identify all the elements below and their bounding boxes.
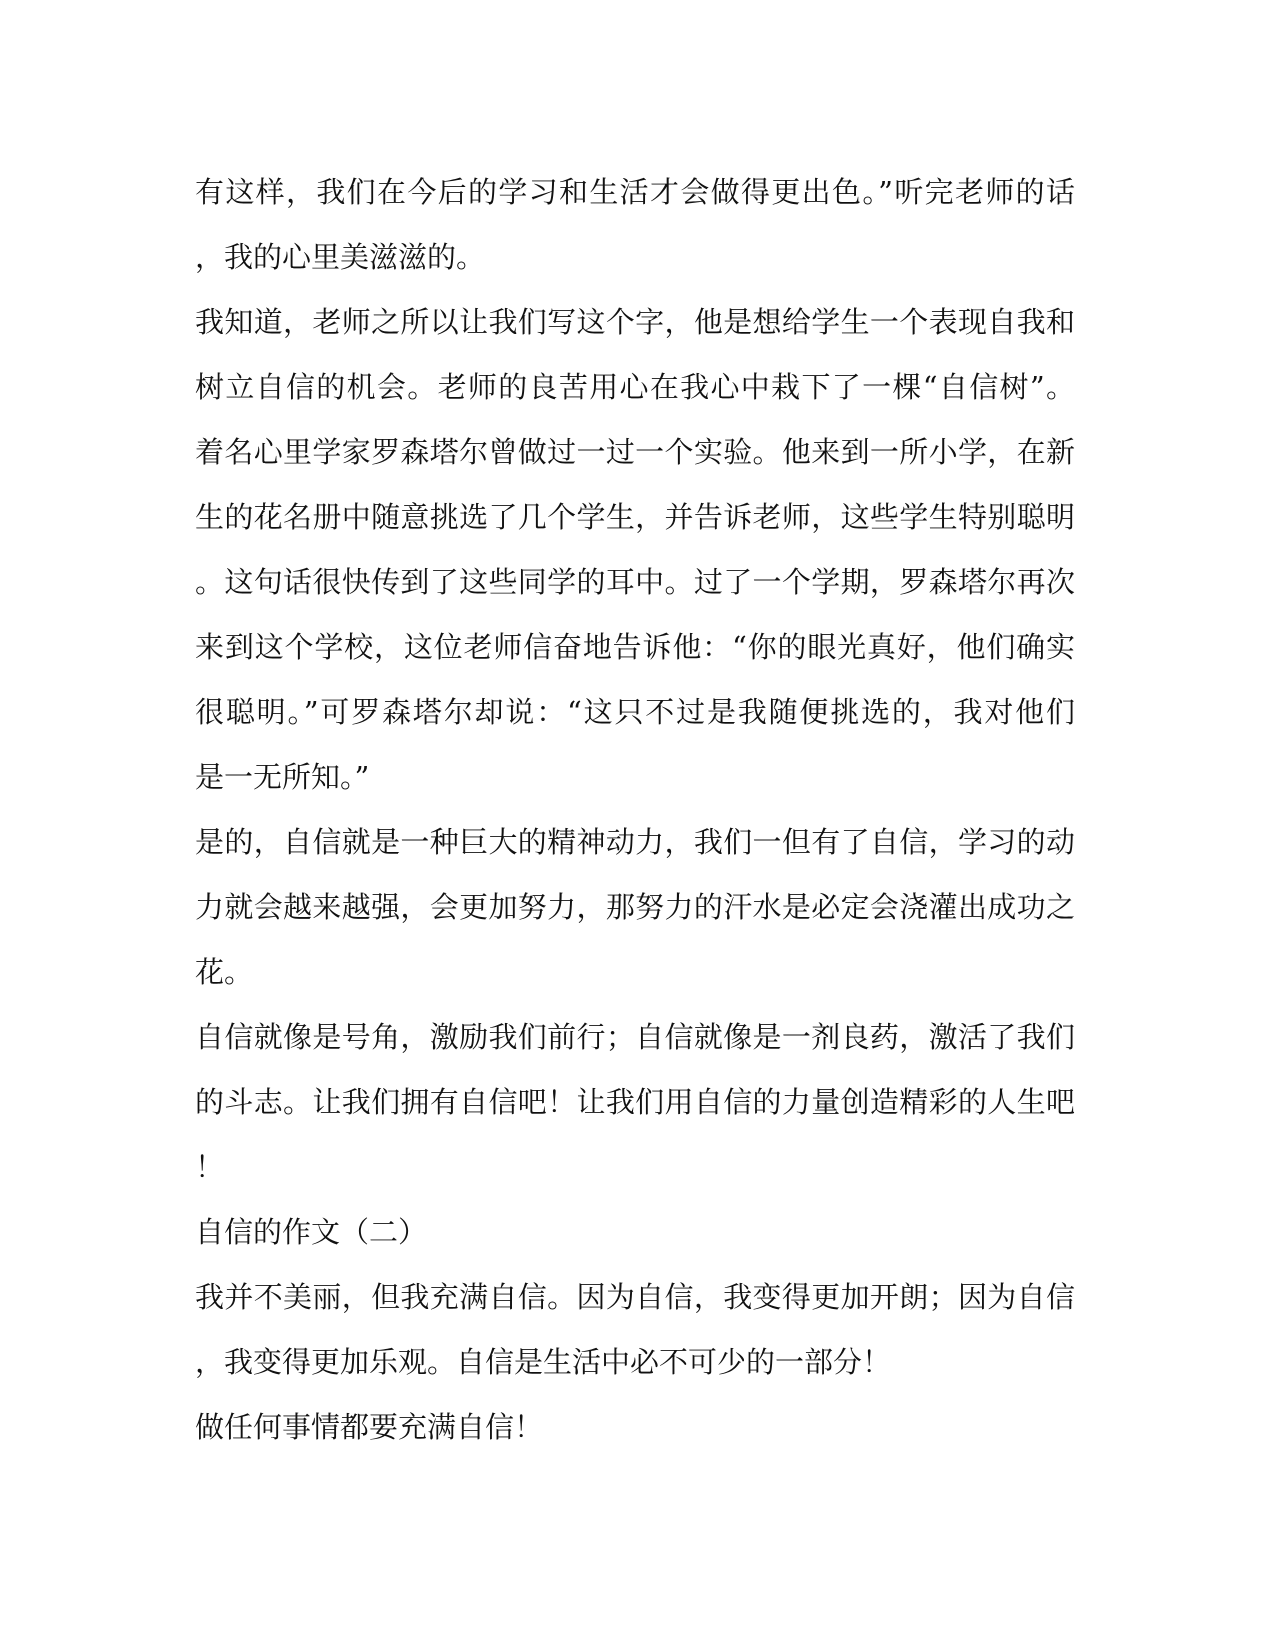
text-line: ，我变得更加乐观。自信是生活中必不可少的一部分！ xyxy=(195,1345,892,1379)
text-line: 很聪明。”可罗森塔尔却说：“这只不过是我随便挑选的，我对他们 xyxy=(195,695,1075,729)
text-line: 的斗志。让我们拥有自信吧！让我们用自信的力量创造精彩的人生吧 xyxy=(195,1085,1075,1119)
text-line: 自信就像是号角，激励我们前行；自信就像是一剂良药，激活了我们 xyxy=(195,1020,1075,1054)
text-line: 我并不美丽，但我充满自信。因为自信，我变得更加开朗；因为自信 xyxy=(195,1280,1075,1314)
text-line: 自信的作文（二） xyxy=(195,1215,428,1249)
text-line: 树立自信的机会。老师的良苦用心在我心中栽下了一棵“自信树”。 xyxy=(195,370,1075,404)
text-line: 。这句话很快传到了这些同学的耳中。过了一个学期，罗森塔尔再次 xyxy=(195,565,1075,599)
text-line: ！ xyxy=(195,1150,225,1184)
text-line: 花。 xyxy=(195,955,254,989)
text-line: 力就会越来越强，会更加努力，那努力的汗水是必定会浇灌出成功之 xyxy=(195,890,1075,924)
text-line: 做任何事情都要充满自信！ xyxy=(195,1410,544,1444)
text-line: 是的，自信就是一种巨大的精神动力，我们一但有了自信，学习的动 xyxy=(195,825,1075,859)
text-line: 有这样，我们在今后的学习和生活才会做得更出色。”听完老师的话 xyxy=(195,175,1075,209)
document-body xyxy=(195,160,1075,1460)
text-line: 来到这个学校，这位老师信奋地告诉他：“你的眼光真好，他们确实 xyxy=(195,630,1075,664)
text-line: 生的花名册中随意挑选了几个学生，并告诉老师，这些学生特别聪明 xyxy=(195,500,1075,534)
text-line: 着名心里学家罗森塔尔曾做过一过一个实验。他来到一所小学，在新 xyxy=(195,435,1075,469)
text-line: 是一无所知。” xyxy=(195,760,370,794)
text-line: ，我的心里美滋滋的。 xyxy=(195,240,486,274)
text-line: 我知道，老师之所以让我们写这个字，他是想给学生一个表现自我和 xyxy=(195,305,1075,339)
